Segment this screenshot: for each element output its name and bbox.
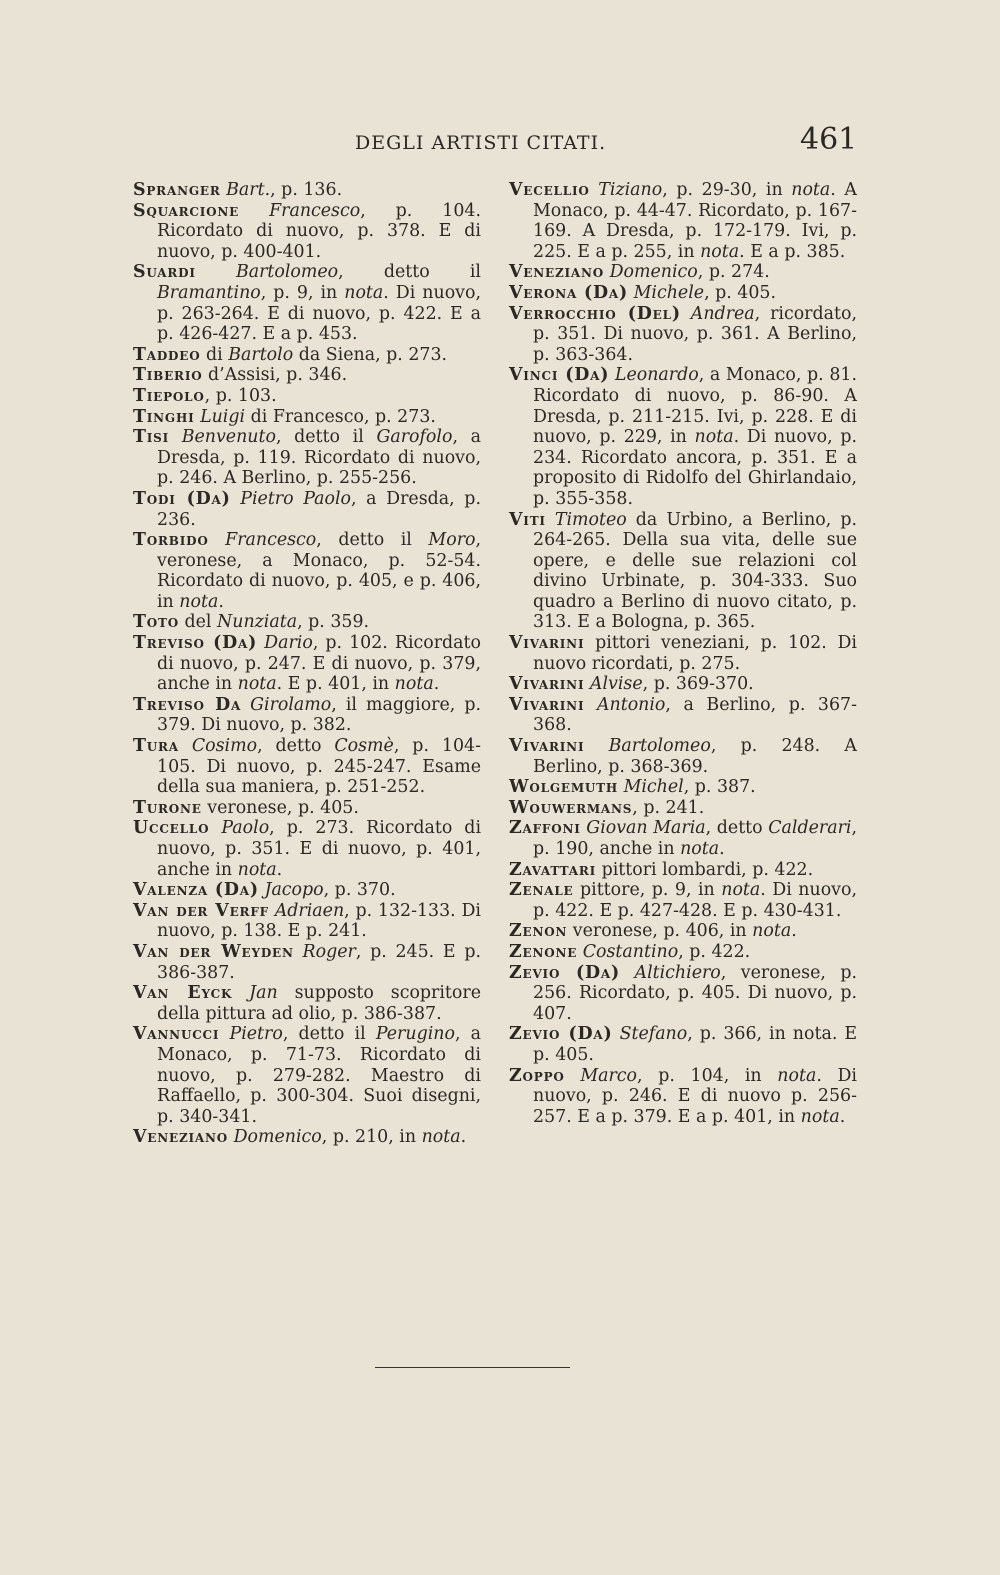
entry-text: da Urbino, a Berlino, p. 264-265. Della sua vita, delle sue opere, e delle sue relazioni col divino Urbinate, p. 304-333. Suo quadro a Berlino di nuovo citato, p. 313. E a Bologna, p. 365. — [533, 509, 857, 633]
entry-text: , p. 210, in — [321, 1127, 422, 1148]
entry-text: , p. 273. Ricordato di nuovo, p. 351. E di nuovo, p. 401, anche in — [157, 818, 482, 880]
entry-text: . — [218, 591, 224, 612]
entry-text: , p. 366, in nota. E p. 405. — [533, 1024, 858, 1065]
entry-text: . — [460, 1127, 467, 1148]
entry-text — [294, 942, 303, 962]
entry-text: , a Dresda, p. 119. Ricordato di nuovo, p. 246. A Berlino, p. 255-256. — [157, 427, 481, 489]
entry-italic: nota — [721, 880, 761, 901]
index-column-left — [133, 180, 481, 1148]
entry-text: , p. 369-370. — [642, 674, 754, 695]
entry-italic: Calderari — [768, 818, 852, 839]
entry-italic: Francesco — [269, 200, 361, 221]
entry-text: , p. 422. — [678, 941, 751, 962]
index-entry — [509, 777, 857, 798]
entry-surname: Suardi — [133, 262, 196, 283]
entry-italic: nota — [694, 427, 734, 448]
entry-italic: nota — [179, 591, 219, 612]
entry-text: pittore, p. 9, in — [573, 880, 722, 901]
index-entry — [133, 1127, 481, 1148]
page-number: 461 — [800, 122, 858, 157]
entry-surname: Veneziano — [509, 262, 605, 283]
entry-surname: Vinci (Da) — [509, 365, 610, 386]
index-entry — [509, 510, 857, 634]
index-entry — [133, 386, 481, 407]
entry-text — [231, 489, 241, 509]
index-entry — [509, 818, 857, 859]
entry-surname: Wouwermans — [509, 797, 633, 818]
entry-text: , detto il — [282, 1024, 376, 1045]
entry-italic: nota — [800, 1106, 840, 1127]
entry-text: . Di nuovo, p. 422. E p. 427-428. E p. 430-431. — [533, 880, 857, 921]
entry-surname: Van der Verff — [133, 900, 269, 921]
index-entry — [509, 880, 857, 921]
entry-text — [219, 1024, 229, 1044]
entry-surname: Toto — [133, 612, 179, 633]
entry-italic: Andrea — [690, 303, 755, 324]
running-title: DEGLI ARTISTI CITATI. — [355, 132, 607, 154]
entry-text — [590, 180, 599, 200]
entry-text: veronese, p. 406, in — [567, 921, 753, 942]
entry-surname: Squarcione — [133, 200, 240, 221]
entry-surname: Vivarini — [509, 633, 585, 654]
entry-italic: Leonardo — [614, 365, 699, 386]
entry-surname: Zenon — [509, 921, 568, 942]
entry-text: . — [433, 674, 440, 695]
index-entry — [133, 365, 481, 386]
entry-italic: Domenico — [233, 1127, 322, 1148]
index-entry — [133, 736, 481, 798]
entry-italic: Roger — [302, 941, 356, 962]
index-entry — [509, 304, 857, 366]
entry-text: pittori lombardi, p. 422. — [596, 859, 814, 880]
index-entry — [133, 798, 481, 819]
entry-surname: Tura — [133, 736, 179, 757]
index-entry — [133, 407, 481, 428]
entry-surname: Valenza (Da) — [133, 880, 259, 901]
index-entry — [509, 942, 857, 963]
index-entry — [509, 633, 857, 674]
entry-text: , p. 132-133. Di nuovo, p. 138. E p. 241. — [157, 900, 481, 942]
entry-italic: Giovan Maria — [586, 818, 706, 839]
entry-surname: Viti — [509, 509, 546, 530]
index-entry — [133, 633, 481, 695]
index-entry — [133, 201, 481, 263]
entry-text: , p. 405. — [704, 282, 777, 303]
index-entry — [509, 262, 857, 283]
entry-text: , p. 102. Ricordato di nuovo, p. 247. E di nuovo, p. 379, anche in — [157, 633, 482, 695]
entry-italic: Altichiero — [634, 962, 721, 983]
entry-surname: Treviso Da — [133, 694, 242, 715]
entry-italic: nota — [421, 1127, 461, 1148]
entry-surname: Taddeo — [133, 344, 201, 365]
entry-text: supposto scopritore della pittura ad olio, p. 386-387. — [157, 983, 481, 1024]
entry-text: , p. 136. — [270, 180, 343, 200]
entry-italic: Michele — [633, 282, 705, 303]
index-entry — [133, 489, 481, 530]
entry-italic: Marco — [580, 1065, 638, 1086]
end-rule — [375, 1367, 570, 1368]
entry-text: , veronese, a Monaco, p. 52-54. Ricordato di nuovo, p. 405, e p. 406, in — [157, 530, 482, 612]
entry-surname: Todi (Da) — [133, 488, 231, 509]
entry-text: , p. 104-105. Di nuovo, p. 245-247. Esame della sua maniera, p. 251-252. — [157, 736, 481, 798]
entry-text: , p. 190, anche in — [533, 818, 857, 859]
entry-italic: nota — [777, 1065, 817, 1086]
entry-text: . Di nuovo, p. 246. E di nuovo p. 256-257. E a p. 379. E a p. 401, in — [533, 1065, 857, 1127]
entry-italic: Costantino — [582, 941, 679, 962]
entry-text: , a Dresda, p. 236. — [157, 488, 481, 530]
entry-text: . E p. 401, in — [276, 674, 395, 695]
entry-text: , detto il — [275, 427, 377, 448]
entry-text: , detto il — [338, 262, 481, 283]
entry-text — [169, 427, 182, 447]
entry-italic: nota — [700, 241, 740, 262]
index-column-right — [509, 180, 857, 1127]
entry-italic: Benvenuto — [181, 427, 276, 448]
index-entry — [133, 427, 481, 489]
index-entry — [509, 283, 857, 304]
entry-italic: Cosmè — [334, 736, 394, 757]
entry-italic: Bartolomeo — [235, 262, 339, 283]
entry-text — [239, 201, 269, 221]
entry-text: di — [200, 344, 229, 365]
entry-text — [620, 963, 634, 983]
entry-text — [241, 695, 250, 715]
entry-text — [681, 304, 691, 324]
entry-italic: Cosimo — [191, 736, 258, 757]
index-entry — [509, 365, 857, 509]
entry-text: del — [178, 612, 218, 633]
entry-italic: Luigi — [200, 406, 246, 427]
entry-surname: Veneziano — [133, 1127, 229, 1148]
entry-italic: Tiziano — [598, 180, 663, 200]
index-entry — [133, 695, 481, 736]
entry-surname: Treviso (Da) — [133, 633, 258, 654]
entry-italic: Pietro Paolo — [240, 488, 352, 509]
entry-surname: Uccello — [133, 818, 210, 839]
entry-italic: Paolo — [221, 818, 270, 839]
index-entry — [509, 798, 857, 819]
entry-italic: Bartolo — [228, 344, 294, 365]
index-entry — [509, 695, 857, 736]
index-entry — [133, 1024, 481, 1127]
entry-italic: Jan — [249, 983, 278, 1004]
entry-text: , detto il — [316, 530, 429, 551]
entry-surname: Zenone — [509, 941, 578, 962]
entry-text: , a Monaco, p. 71-73. Ricordato di nuovo, p. 279-282. Maestro di Raffaello, p. 300-304. Suoi disegni, p. 340-341. — [157, 1024, 481, 1127]
entry-text: pittori veneziani, p. 102. Di nuovo ricordati, p. 275. — [533, 633, 857, 674]
entry-text: di Francesco, p. 273. — [245, 406, 436, 427]
index-entry — [133, 180, 481, 201]
entry-italic: Nunziata — [217, 612, 298, 633]
entry-surname: Tisi — [133, 427, 170, 448]
entry-text — [209, 818, 221, 838]
entry-text: , a Berlino, p. 367-368. — [533, 694, 858, 736]
entry-text — [584, 695, 597, 715]
index-entry — [509, 1066, 857, 1128]
entry-italic: nota — [237, 674, 277, 695]
entry-surname: Zavattari — [509, 859, 597, 880]
index-entry — [509, 736, 857, 777]
entry-text: , p. 387. — [683, 777, 756, 798]
entry-surname: Zevio (Da) — [509, 1024, 613, 1045]
entry-surname: Zaffoni — [509, 818, 581, 839]
entry-text: . — [791, 921, 797, 942]
entry-text: . — [839, 1106, 846, 1127]
entry-text: , detto — [257, 736, 335, 757]
entry-italic: nota — [394, 674, 434, 695]
index-entry — [133, 880, 481, 901]
entry-italic: Alvise — [589, 674, 643, 695]
index-entry — [133, 262, 481, 344]
entry-italic: Bartolomeo — [608, 736, 711, 757]
entry-text: , p. 241. — [632, 797, 705, 818]
index-entry — [509, 963, 857, 1025]
entry-italic: nota — [344, 282, 384, 303]
entry-text: , p. 9, in — [260, 282, 345, 303]
entry-surname: Wolgemuth — [509, 777, 619, 798]
entry-text — [196, 262, 236, 282]
entry-surname: Vivarini — [509, 736, 585, 757]
entry-surname: Vannucci — [133, 1024, 220, 1045]
entry-text: , p. 103. — [204, 385, 277, 406]
index-entry — [133, 942, 481, 983]
index-entry — [509, 921, 857, 942]
entry-text: , detto — [705, 818, 769, 839]
entry-text: , p. 104. Ricordato di nuovo, p. 378. E di nuovo, p. 400-401. — [157, 200, 482, 262]
entry-surname: Tiberio — [133, 365, 203, 386]
entry-text: . — [719, 839, 725, 859]
entry-surname: Vivarini — [509, 674, 585, 695]
index-entry — [509, 860, 857, 881]
entry-italic: nota — [237, 859, 277, 880]
index-entry — [509, 674, 857, 695]
entry-surname: Verona (Da) — [509, 282, 629, 303]
entry-italic: Domenico — [609, 262, 698, 283]
index-entry — [509, 1024, 857, 1065]
entry-italic: nota — [791, 180, 831, 200]
entry-text: . E a p. 385. — [739, 241, 846, 262]
entry-text: da Siena, p. 273. — [293, 344, 448, 365]
entry-italic: Dario — [264, 633, 313, 654]
entry-surname: Van der Weyden — [133, 941, 294, 962]
entry-text: , ricordato, p. 351. Di nuovo, p. 361. A Berlino, p. 363-364. — [533, 303, 857, 365]
entry-text — [209, 530, 226, 550]
entry-text: . A Monaco, p. 44-47. Ricordato, p. 167-169. A Dresda, p. 172-179. Ivi, p. 225. E a p. 255, in — [533, 180, 857, 262]
entry-text: d’Assisi, p. 346. — [202, 365, 348, 386]
entry-text: , p. 248. A Berlino, p. 368-369. — [533, 736, 857, 777]
entry-text — [613, 1024, 620, 1044]
entry-text: , il maggiore, p. 379. Di nuovo, p. 382. — [157, 694, 481, 736]
entry-text: veronese, p. 405. — [201, 797, 359, 818]
entry-text: , p. 370. — [323, 880, 396, 901]
entry-text: , p. 29-30, in — [662, 180, 792, 200]
entry-italic: nota — [752, 921, 792, 942]
entry-italic: Jacopo — [264, 880, 324, 901]
entry-text — [179, 736, 192, 756]
entry-surname: Verrocchio (Del) — [509, 303, 681, 324]
entry-text: . Di nuovo, p. 234. Ricordato ancora, p. 351. E a proposito di Ridolfo del Ghirlandaio, p. 355-358. — [533, 427, 857, 509]
entry-text: , p. 274. — [697, 262, 770, 283]
entry-text — [584, 736, 608, 756]
entry-italic: Girolamo — [250, 694, 332, 715]
index-entry — [133, 983, 481, 1024]
entry-text: , p. 359. — [297, 612, 370, 633]
entry-surname: Zoppo — [509, 1065, 565, 1086]
entry-surname: Torbido — [133, 530, 209, 551]
entry-italic: Pietro — [229, 1024, 283, 1045]
entry-surname: Zevio (Da) — [509, 962, 621, 983]
entry-italic: Francesco — [225, 530, 317, 551]
entry-italic: Bramantino — [157, 282, 261, 303]
entry-text — [565, 1066, 581, 1086]
index-entry — [133, 901, 481, 942]
entry-text: . — [276, 859, 283, 880]
entry-text: , p. 245. E p. 386-387. — [157, 941, 481, 983]
index-entry — [133, 612, 481, 633]
entry-italic: Michel — [623, 777, 684, 798]
entry-italic: Adriaen — [274, 900, 345, 921]
entry-surname: Van Eyck — [133, 983, 233, 1004]
entry-italic: Stefano — [619, 1024, 688, 1045]
entry-italic: Garofolo — [376, 427, 453, 448]
entry-italic: Perugino — [375, 1024, 455, 1045]
entry-surname: Tinghi — [133, 406, 195, 427]
entry-surname: Tiepolo — [133, 385, 205, 406]
entry-italic: Timoteo — [554, 509, 627, 530]
entry-text: , a Monaco, p. 81. Ricordato di nuovo, p. 86-90. A Dresda, p. 211-215. Ivi, p. 228. E di nuovo, p. 229, in — [533, 365, 857, 448]
index-entry — [509, 180, 857, 262]
entry-italic: Bart. — [226, 180, 271, 200]
index-entry — [133, 818, 481, 880]
entry-surname: Vecellio — [509, 180, 590, 200]
entry-surname: Turone — [133, 797, 202, 818]
entry-italic: Moro — [428, 530, 476, 551]
entry-text: , veronese, p. 256. Ricordato, p. 405. Di nuovo, p. 407. — [533, 962, 857, 1024]
entry-text — [546, 510, 555, 530]
entry-text — [232, 983, 249, 1003]
entry-italic: nota — [680, 839, 720, 859]
entry-text: . Di nuovo, p. 263-264. E di nuovo, p. 422. E a p. 426-427. E a p. 453. — [157, 282, 481, 345]
entry-surname: Zenale — [509, 880, 574, 901]
index-entry — [133, 530, 481, 612]
entry-italic: Antonio — [596, 694, 666, 715]
index-entry — [133, 345, 481, 366]
entry-surname: Vivarini — [509, 694, 585, 715]
entry-surname: Spranger — [133, 180, 221, 200]
entry-text: , p. 104, in — [637, 1065, 778, 1086]
